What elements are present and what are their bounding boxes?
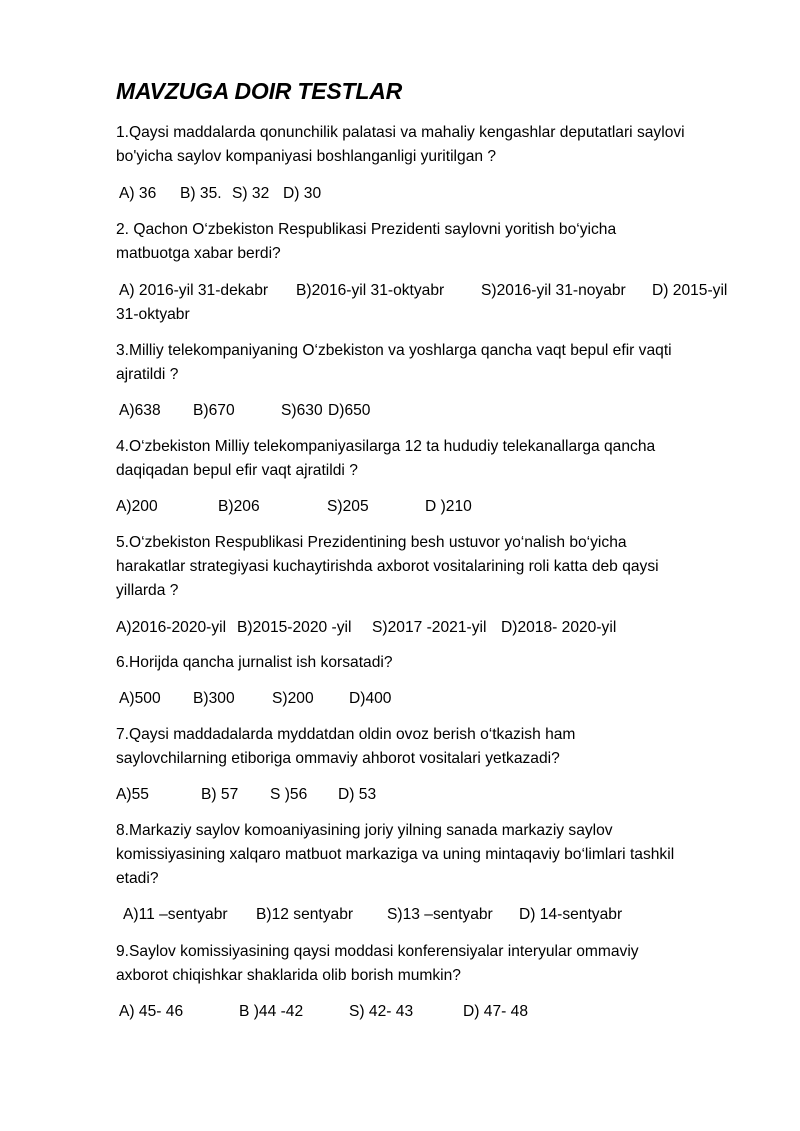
answer-option-b: B)2016-yil 31-oktyabr bbox=[296, 282, 445, 299]
question-8-text: komissiyasining xalqaro matbuot markaziga va uning mintaqaviy bo‘limlari tashkil bbox=[116, 846, 675, 863]
question-1-text: bo'yicha saylov kompaniyasi boshlanganligi yuritilgan ? bbox=[116, 148, 497, 165]
answer-option-d: D) 47- 48 bbox=[463, 1003, 529, 1020]
answer-option-b: B)300 bbox=[193, 690, 235, 707]
question-5-text: yillarda ? bbox=[116, 582, 179, 599]
answer-option-d: D)400 bbox=[349, 690, 392, 707]
answer-option-a: A)11 –sentyabr bbox=[123, 906, 228, 923]
question-6-text: 6.Horijda qancha jurnalist ish korsatadi? bbox=[116, 654, 393, 671]
answer-option-s: S)205 bbox=[327, 498, 369, 515]
answer-option-b: B)2015-2020 -yil bbox=[237, 619, 352, 636]
answer-option-s: S) 42- 43 bbox=[349, 1003, 414, 1020]
question-2-text: matbuotga xabar berdi? bbox=[116, 245, 281, 262]
answer-option-b: B)206 bbox=[218, 498, 260, 515]
question-3-text: ajratildi ? bbox=[116, 366, 179, 383]
answer-option-a: A)638 bbox=[119, 402, 161, 419]
question-4-text: daqiqadan bepul efir vaqt ajratildi ? bbox=[116, 462, 358, 479]
answer-option-a: A)200 bbox=[116, 498, 158, 515]
question-5-text: 5.O‘zbekiston Respublikasi Prezidentining besh ustuvor yo‘nalish bo‘yicha bbox=[116, 534, 627, 551]
answer-option-a: A)500 bbox=[119, 690, 161, 707]
answer-option-a: A) 45- 46 bbox=[119, 1003, 184, 1020]
question-7-text: saylovchilarning etiboriga ommaviy ahborot vositalari yetkazadi? bbox=[116, 750, 560, 767]
answer-option-a: A) 36 bbox=[119, 185, 157, 202]
answer-option-d: D)650 bbox=[328, 402, 371, 419]
answer-option-s: S )56 bbox=[270, 786, 308, 803]
question-1-text: 1.Qaysi maddalarda qonunchilik palatasi va mahaliy kengashlar deputatlari saylovi bbox=[116, 124, 685, 141]
answer-option-a: A) 2016-yil 31-dekabr bbox=[119, 282, 269, 299]
answer-option-d-cont: 31-oktyabr bbox=[116, 306, 190, 323]
answer-option-d: D) 14-sentyabr bbox=[519, 906, 623, 923]
answer-option-b: B)12 sentyabr bbox=[256, 906, 354, 923]
answer-option-d: D) 2015-yil bbox=[652, 282, 728, 299]
question-7-text: 7.Qaysi maddadalarda myddatdan oldin ovoz berish o‘tkazish ham bbox=[116, 726, 576, 743]
answer-option-s: S) 32 bbox=[232, 185, 270, 202]
answer-option-a: A)55 bbox=[116, 786, 149, 803]
question-9-text: 9.Saylov komissiyasining qaysi moddasi konferensiyalar interyular ommaviy bbox=[116, 943, 639, 960]
question-9-text: axborot chiqishkar shaklarida olib borish mumkin? bbox=[116, 967, 461, 984]
answer-option-d: D)2018- 2020-yil bbox=[501, 619, 617, 636]
answer-option-b: B) 35. bbox=[180, 185, 222, 202]
answer-option-s: S)2017 -2021-yil bbox=[372, 619, 487, 636]
answer-option-d: D) 53 bbox=[338, 786, 377, 803]
question-5-text: harakatlar strategiyasi kuchaytirishda axborot vositalarining roli katta deb qaysi bbox=[116, 558, 659, 575]
answer-option-s: S)2016-yil 31-noyabr bbox=[481, 282, 626, 299]
page-title: MAVZUGA DOIR TESTLAR bbox=[116, 78, 403, 104]
answer-option-s: S)13 –sentyabr bbox=[387, 906, 493, 923]
question-4-text: 4.O‘zbekiston Milliy telekompaniyasilarga 12 ta hududiy telekanallarga qancha bbox=[116, 438, 656, 455]
answer-option-b: B) 57 bbox=[201, 786, 239, 803]
answer-option-s: S)630 bbox=[281, 402, 323, 419]
question-8-text: 8.Markaziy saylov komoaniyasining joriy yilning sanada markaziy saylov bbox=[116, 822, 613, 839]
question-8-text: etadi? bbox=[116, 870, 159, 887]
question-3-text: 3.Milliy telekompaniyaning O‘zbekiston va yoshlarga qancha vaqt bepul efir vaqti bbox=[116, 342, 672, 359]
answer-option-s: S)200 bbox=[272, 690, 314, 707]
question-2-text: 2. Qachon O‘zbekiston Respublikasi Prezidenti saylovni yoritish bo‘yicha bbox=[116, 221, 617, 238]
answer-option-d: D) 30 bbox=[283, 185, 322, 202]
answer-option-d: D )210 bbox=[425, 498, 472, 515]
answer-option-a: A)2016-2020-yil bbox=[116, 619, 227, 636]
answer-option-b: B )44 -42 bbox=[239, 1003, 304, 1020]
answer-option-b: B)670 bbox=[193, 402, 235, 419]
